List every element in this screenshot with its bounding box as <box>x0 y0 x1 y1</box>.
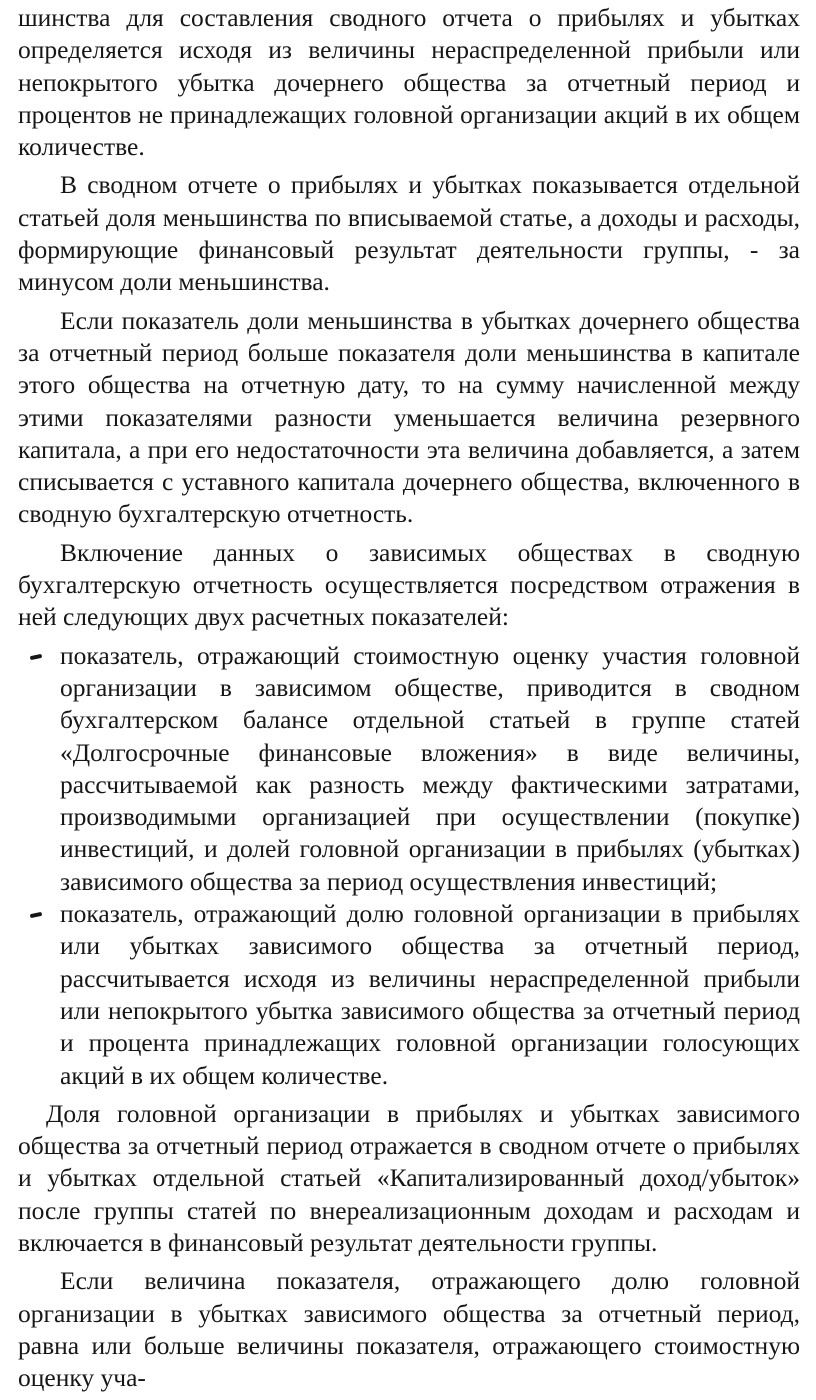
list-item-text: показатель, отражающий стоимостную оценку участия головной организации в зависимом обществе, приводится в сводном бухгалтерском балансе отдельной статьей в группе статей «Долгосрочные финансовые вложения» в виде величины, рассчитываемой как разность между фактическими затратами, производимыми организацией при осуществлении (покупке) инвестиций, и долей головной организации в прибылях (убытках) зависимого общества за период осуществления инвестиций; <box>60 640 800 896</box>
list-item <box>60 898 800 1092</box>
bullet-icon <box>30 912 43 918</box>
list-item <box>60 640 800 898</box>
indicator-list <box>18 640 800 1092</box>
paragraph-minority-share: В сводном отчете о прибылях и убытках показывается отдельной статьей доля меньшинства по вписываемой статье, а доходы и расходы, формирующие финансовый результат деятельности группы, - за минусом доли меньшинства. <box>18 170 800 297</box>
paragraph-capitalized-income: Доля головной организации в прибылях и убытках зависимого общества за отчетный период отражается в сводном отчете о прибылях и убытках отдельной статьей «Капитализированный доход/убыток» после группы статей по внереализационным доходам и расходам и включается в финансовый результат деятельности группы. <box>18 1098 800 1257</box>
paragraph-continued: шинства для составления сводного отчета о прибылях и убытках определяется исходя из величины нераспределенной прибыли или непокрытого убытка дочернего общества за отчетный период и процентов не принадлежащих головной организации акций в их общем количестве. <box>18 3 800 162</box>
paragraph-minority-losses: Если показатель доли меньшинства в убытках дочернего общества за отчетный период больше показателя доли меньшинства в капитале этого общества на отчетную дату, то на сумму начисленной между этими показателями разности уменьшается величина резервного капитала, а при его недостаточности эта величина добавляется, а затем списывается с уставного капитала дочернего общества, включенного в сводную бухгалтерскую отчетность. <box>18 305 800 529</box>
list-item-text: показатель, отражающий долю головной организации в прибылях или убытках зависимого общества за отчетный период, рассчитывается исходя из величины нераспределенной прибыли или непокрытого убытка зависимого общества за отчетный период и процента принадлежащих головной организации голосующих акций в их общем количестве. <box>60 899 800 1090</box>
bullet-icon <box>30 653 43 659</box>
paragraph-dependent-companies: Включение данных о зависимых обществах в сводную бухгалтерскую отчетность осуществляется посредством отражения в ней следующих двух расчетных показателей: <box>18 537 800 632</box>
document-page <box>18 2 800 1400</box>
paragraph-final: Если величина показателя, отражающего долю головной организации в убытках зависимого общества за отчетный период, равна или больше величины показателя, отражающего стоимостную оценку уча- <box>18 1266 800 1393</box>
